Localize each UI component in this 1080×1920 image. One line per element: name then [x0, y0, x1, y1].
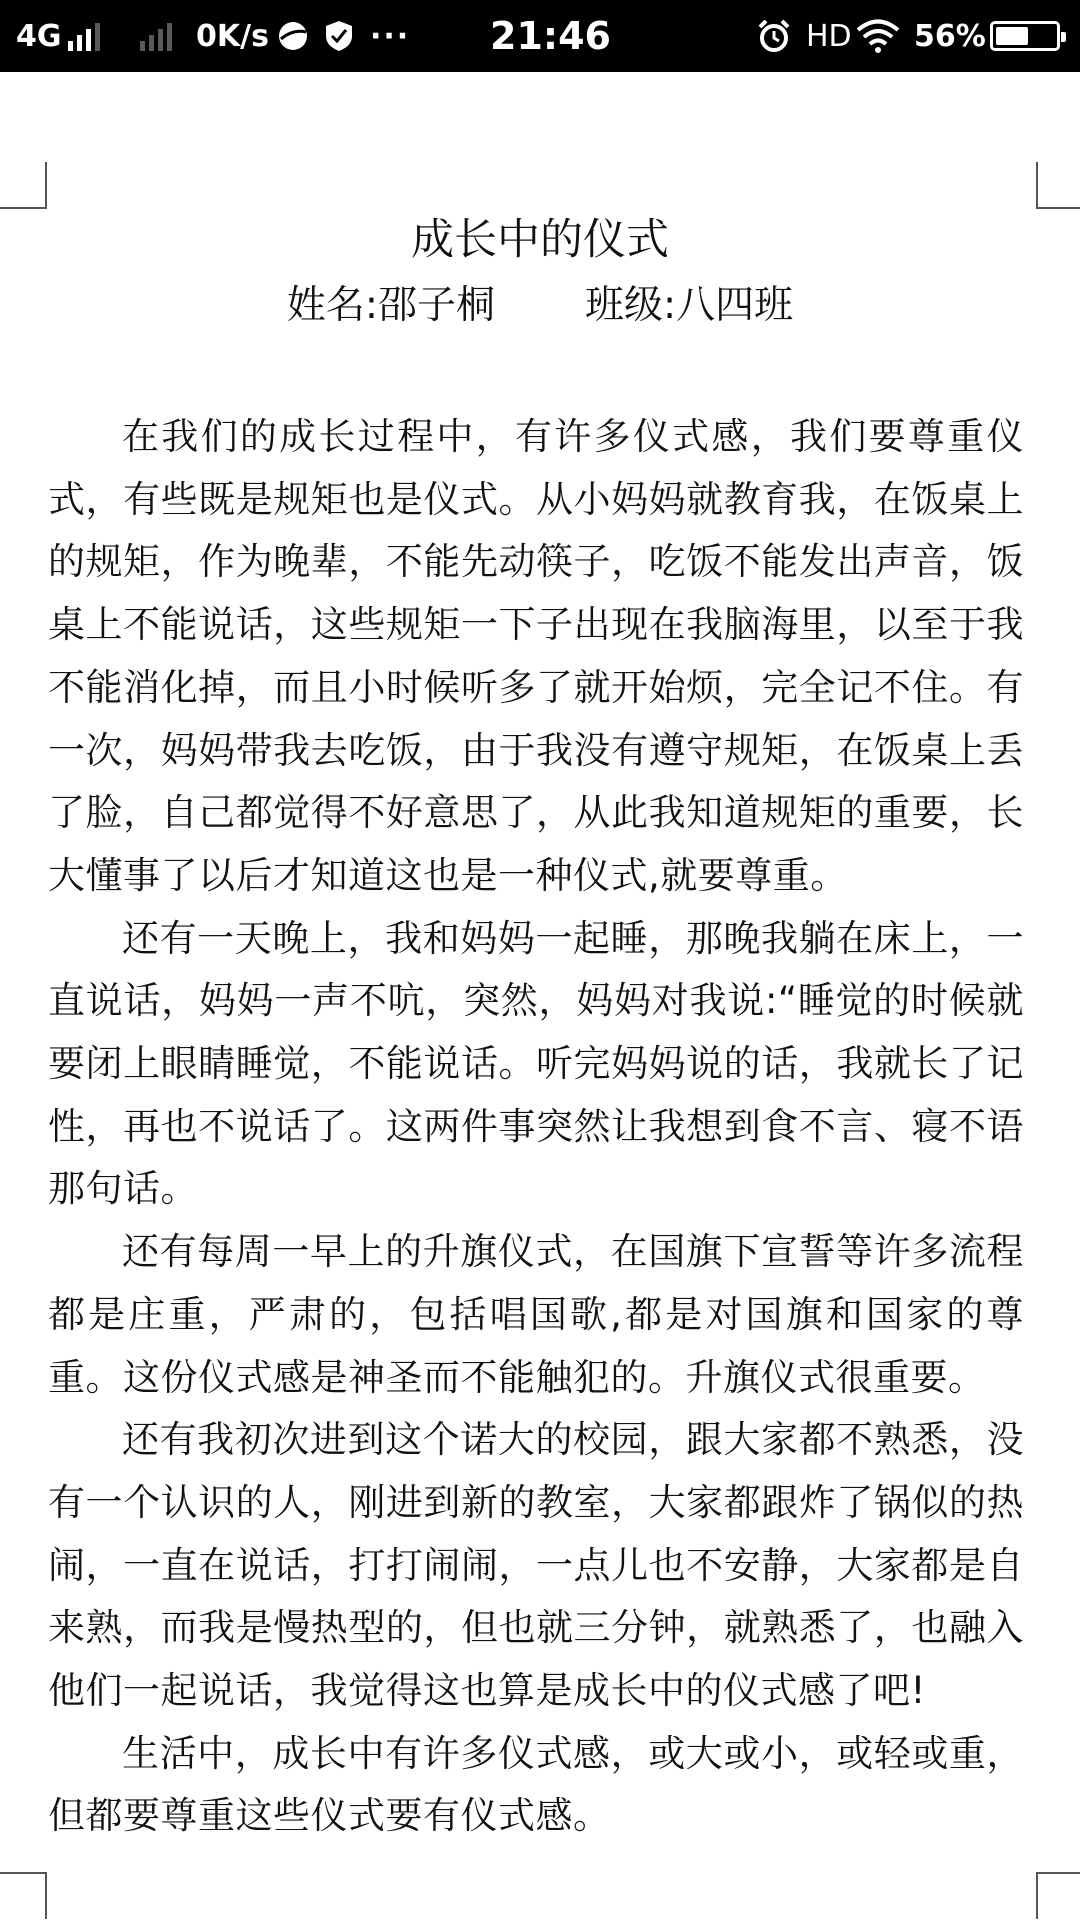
student-name: 姓名:邵子桐	[286, 283, 495, 328]
document-body	[48, 406, 1024, 1848]
battery-icon	[990, 0, 1060, 72]
network-indicator	[16, 0, 100, 72]
paragraph: 还有一天晚上，我和妈妈一起睡，那晚我躺在床上，一直说话，妈妈一声不吭，突然，妈妈对我说:“睡觉的时候就要闭上眼睛睡觉，不能说话。听完妈妈说的话，我就长了记性，再也不说话了。这两件事突然让我想到食不言、寝不语那句话。	[48, 916, 1024, 1211]
network-speed: 0K/s	[196, 18, 269, 54]
alarm-icon	[756, 0, 792, 72]
page-corner-mark	[1036, 162, 1080, 209]
paragraph: 还有我初次进到这个诺大的校园，跟大家都不熟悉，没有一个认识的人，刚进到新的教室，大家都跟炸了锅似的热闹，一直在说话，打打闹闹，一点儿也不安静，大家都是自来熟，而我是慢热型的，但也就三分钟，就熟悉了，也融入他们一起说话，我觉得这也算是成长中的仪式感了吧!	[48, 1418, 1024, 1713]
status-bar	[0, 0, 1080, 72]
document-meta	[0, 278, 1080, 334]
student-class: 班级:八四班	[585, 283, 794, 328]
shield-icon	[324, 0, 354, 72]
paragraph: 生活中，成长中有许多仪式感，或大或小，或轻或重，但都要尊重这些仪式要有仪式感。	[48, 1731, 1024, 1838]
paragraph: 还有每周一早上的升旗仪式，在国旗下宣誓等许多流程都是庄重，严肃的，包括唱国歌,都是对国旗和国家的尊重。这份仪式感是神圣而不能触犯的。升旗仪式很重要。	[48, 1230, 1024, 1399]
page-corner-mark	[1036, 1872, 1080, 1919]
hd-indicator: HD	[806, 18, 852, 54]
battery-percent: 56%	[914, 18, 986, 54]
more-notifications-icon: ···	[370, 18, 411, 54]
page-corner-mark	[0, 1872, 47, 1919]
signal-icon	[68, 21, 100, 51]
document-title: 成长中的仪式	[411, 215, 669, 265]
signal-icon-2	[134, 0, 172, 72]
browser-icon	[276, 0, 310, 72]
clock: 21:46	[490, 14, 611, 58]
network-type: 4G	[16, 18, 62, 54]
paragraph: 在我们的成长过程中，有许多仪式感，我们要尊重仪式，有些既是规矩也是仪式。从小妈妈就教育我，在饭桌上的规矩，作为晚辈，不能先动筷子，吃饭不能发出声音，饭桌上不能说话，这些规矩一下子出现在我脑海里，以至于我不能消化掉，而且小时候听多了就开始烦，完全记不住。有一次，妈妈带我去吃饭，由于我没有遵守规矩，在饭桌上丢了脸，自己都觉得不好意思了，从此我知道规矩的重要，长大懂事了以后才知道这也是一种仪式,就要尊重。	[48, 415, 1024, 897]
wifi-icon	[856, 0, 900, 72]
page-corner-mark	[0, 162, 47, 209]
battery-fill	[996, 27, 1028, 45]
document-page[interactable]	[0, 72, 1080, 1920]
